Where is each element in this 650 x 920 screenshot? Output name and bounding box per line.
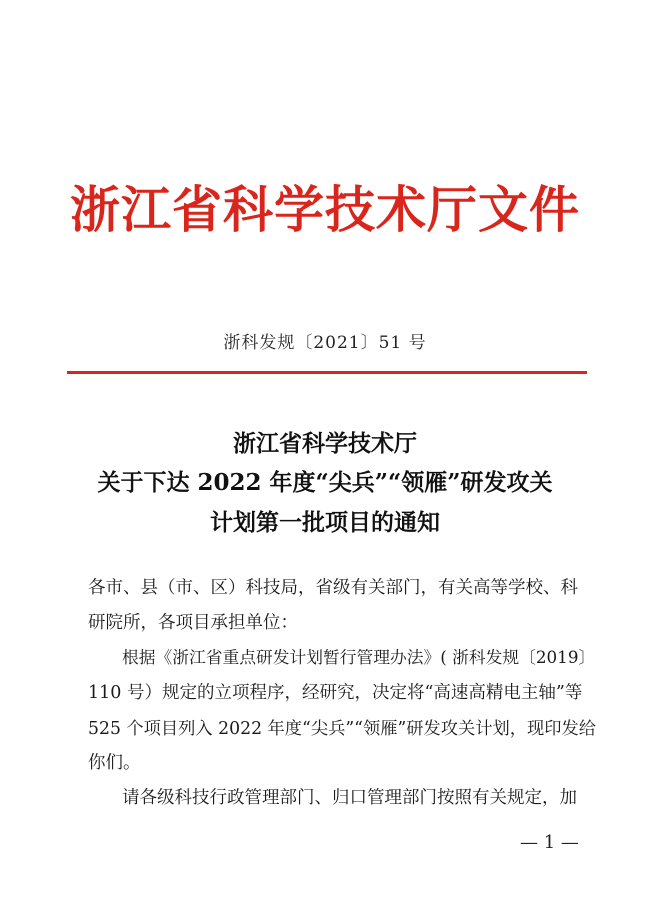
issuer-header: 浙江省科学技术厅文件 (70, 180, 580, 239)
body-line-2: 研院所，各项目承担单位： (88, 613, 298, 633)
body-line-3: 根据《浙江省重点研发计划暂行管理办法》( 浙科发规〔2019〕 (122, 647, 596, 667)
body-line-6: 你们。 (88, 753, 141, 773)
body-line-4: 110 号）规定的立项程序，经研究，决定将“高速高精电主轴”等 (88, 683, 583, 703)
title-line-3: 计划第一批项目的通知 (210, 509, 440, 536)
red-divider-line (67, 371, 587, 374)
body-line-1: 各市、县（市、区）科技局，省级有关部门，有关高等学校、科 (88, 578, 578, 598)
document-number: 浙科发规〔2021〕51 号 (223, 333, 427, 353)
title-line-1: 浙江省科学技术厅 (233, 430, 417, 457)
title-line-2: 关于下达 2022 年度“尖兵”“领雁”研发攻关 (97, 469, 553, 496)
body-line-7: 请各级科技行政管理部门、归口管理部门按照有关规定，加 (122, 788, 577, 808)
body-line-5: 525 个项目列入 2022 年度“尖兵”“领雁”研发攻关计划，现印发给 (88, 719, 597, 739)
page-number: — 1 — (520, 832, 579, 853)
